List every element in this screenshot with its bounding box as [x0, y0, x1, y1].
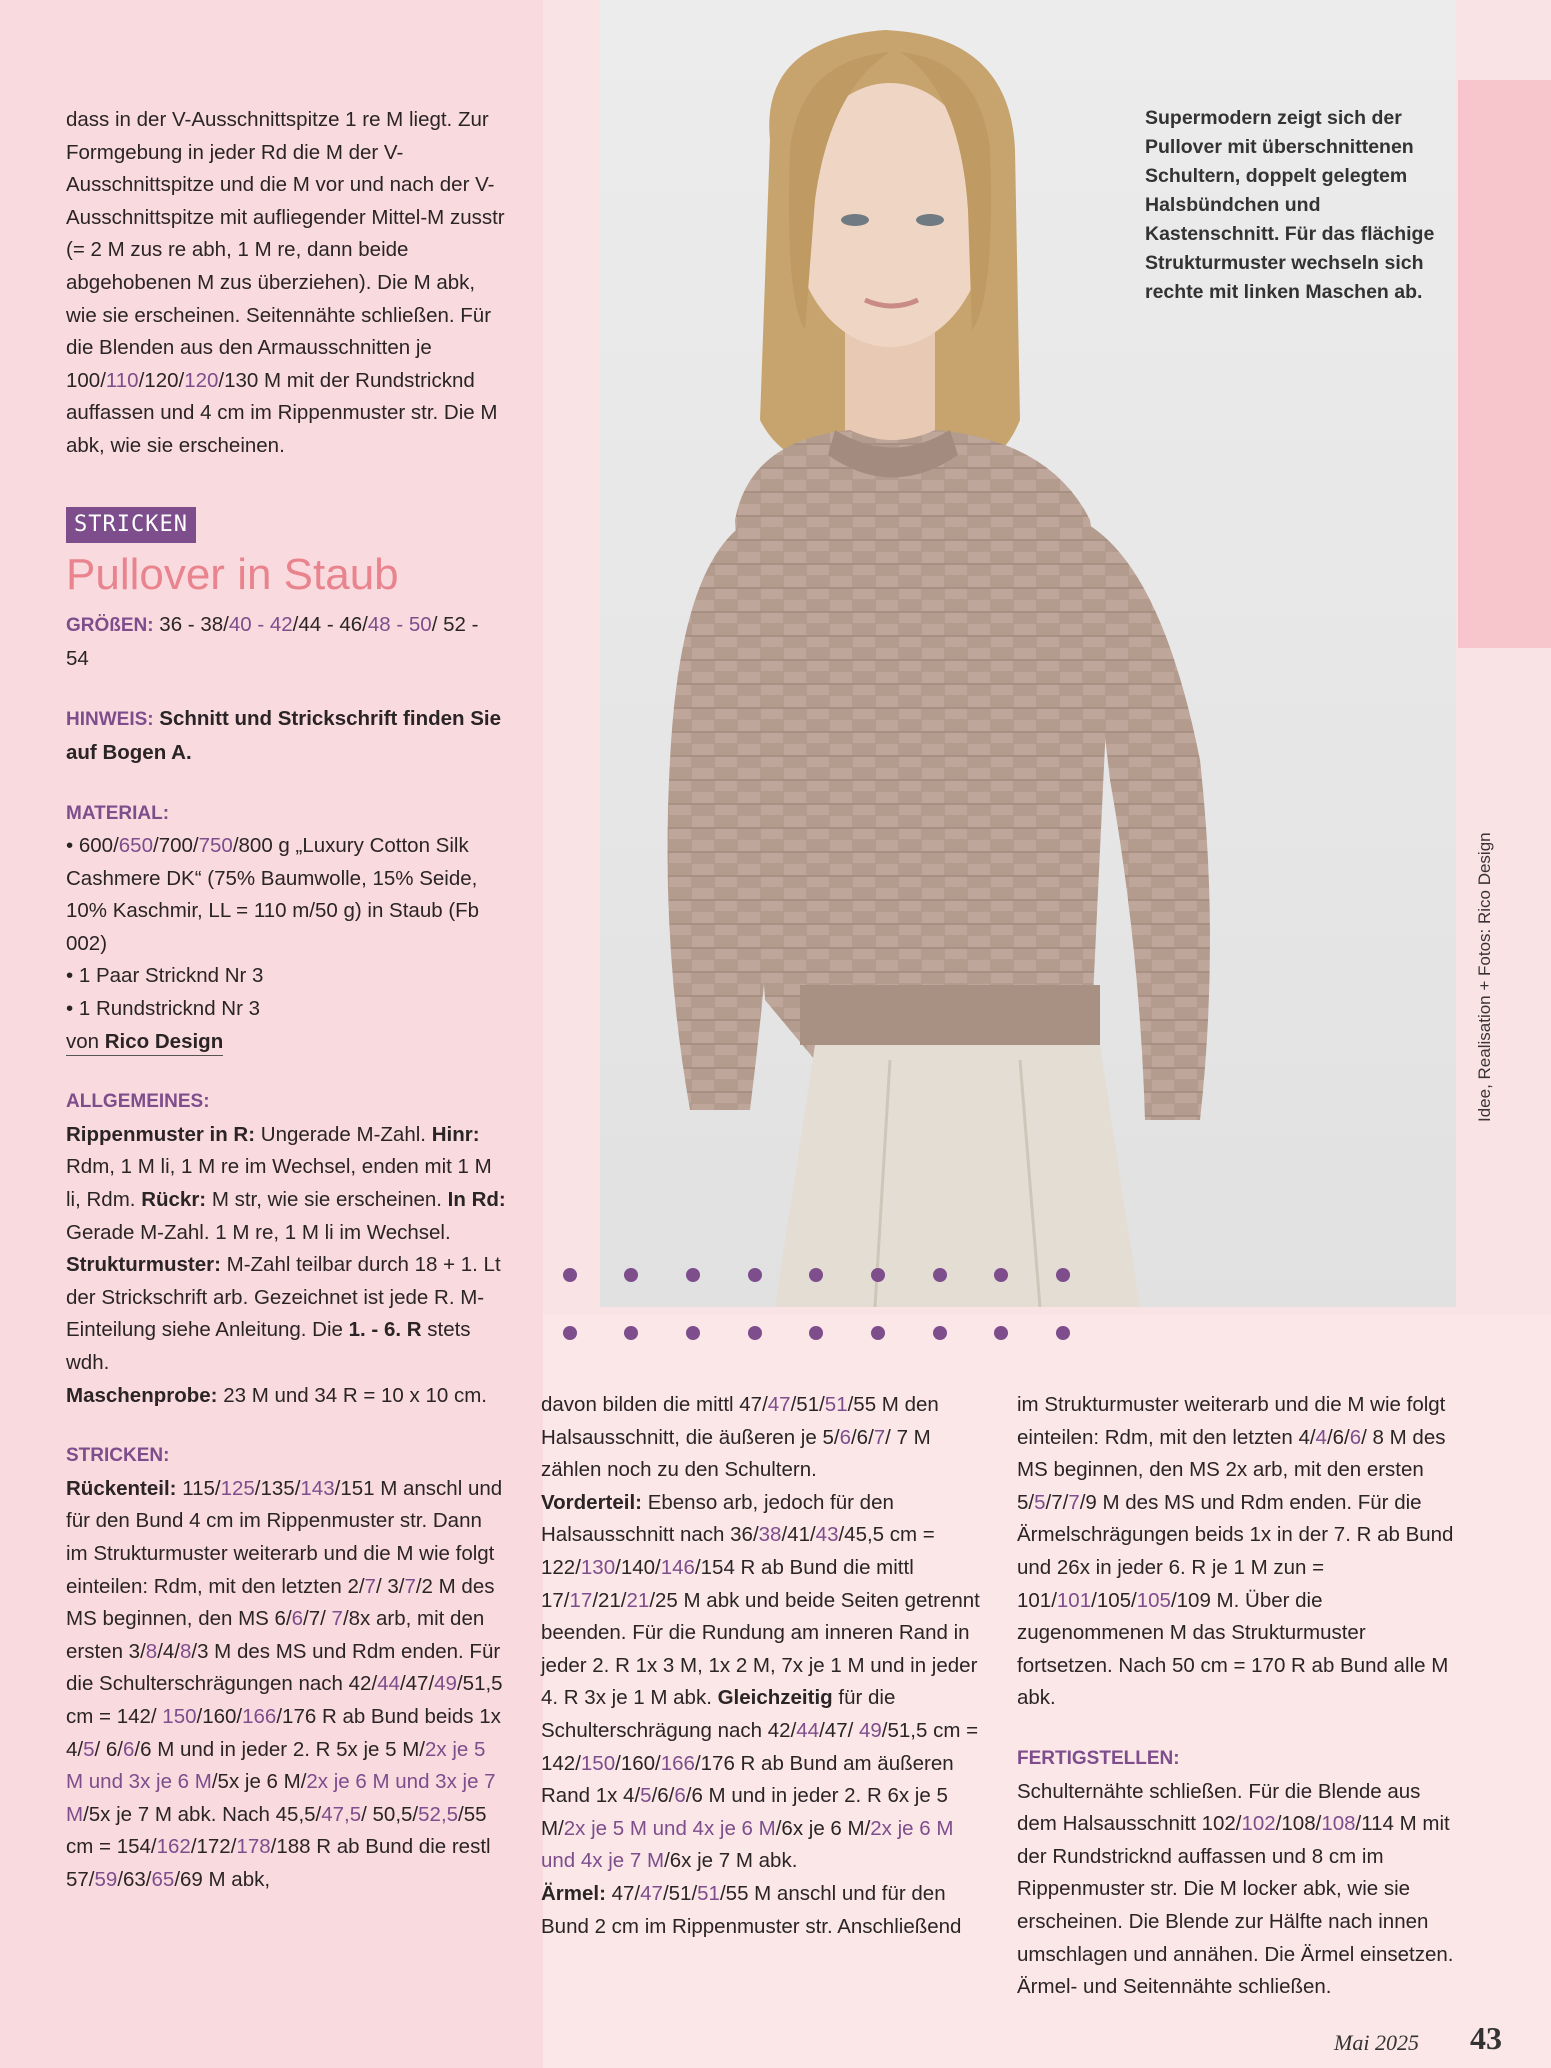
- t: /9 M des MS und Rdm enden. Für die Ärmelschrägungen beids 1x in der 7. R ab Bund und 26x in jeder 6. R je 1 M zun = 101/: [1017, 1490, 1454, 1612]
- gauge: [66, 1380, 506, 1413]
- t: /55 cm = 154/: [66, 1802, 487, 1859]
- t: / 6/: [94, 1737, 124, 1761]
- size-value: 7: [873, 1425, 886, 1449]
- size-value: 146: [660, 1555, 695, 1579]
- dot: [748, 1268, 762, 1282]
- term: In Rd:: [447, 1188, 506, 1212]
- t: / 50,5/: [361, 1802, 419, 1826]
- size-value: 5: [1034, 1490, 1046, 1514]
- t: /6/: [1326, 1425, 1350, 1449]
- term-text: 23 M und 34 R = 10 x 10 cm.: [217, 1383, 487, 1407]
- size-value: 2x je 6 M und 4x je 7 M: [541, 1816, 954, 1873]
- term: Vorderteil:: [541, 1490, 642, 1514]
- size-value: 150: [162, 1704, 197, 1728]
- size-value: 6: [674, 1784, 686, 1808]
- t: /6x je 6 M/: [775, 1816, 871, 1840]
- term-text: M str, wie sie erscheinen.: [206, 1188, 448, 1212]
- size-value: 7: [331, 1607, 343, 1631]
- size-value: 8: [145, 1639, 158, 1663]
- note: [66, 703, 506, 769]
- dot: [994, 1268, 1008, 1282]
- t: /51/: [662, 1881, 698, 1905]
- sizes: [66, 609, 506, 675]
- term-text: Rdm, 1 M li, 1 M re im Wechsel, enden mit 1 M li, Rdm.: [66, 1155, 492, 1212]
- size-value: 102: [1241, 1812, 1276, 1836]
- size-value: 36 - 38/: [153, 613, 229, 637]
- dot: [686, 1326, 700, 1340]
- finishing-label: FERTIGSTELLEN:: [1017, 1747, 1180, 1769]
- t: /2 M des MS beginnen, den MS 6/: [66, 1574, 495, 1631]
- t: /51,5 cm = 142/: [66, 1672, 503, 1728]
- term: Strukturmuster:: [66, 1253, 221, 1277]
- size-value: 51: [697, 1881, 720, 1905]
- dot: [748, 1326, 762, 1340]
- term: Rückenteil:: [66, 1476, 177, 1500]
- t: für die Schulterschrägung nach 42/: [541, 1686, 896, 1742]
- size-value: 166: [242, 1704, 277, 1728]
- t: 115/: [176, 1476, 221, 1500]
- sizes-label: GRÖßEN:: [66, 615, 154, 637]
- sleeve-continued: [1017, 1389, 1462, 1715]
- dot: [994, 1326, 1008, 1340]
- dot: [1056, 1268, 1070, 1282]
- size-value: /44 - 46/: [292, 613, 368, 637]
- left-column: [66, 104, 506, 1897]
- t: /176 R ab Bund am äußeren Rand 1x 4/: [541, 1751, 954, 1808]
- term: Rückr:: [141, 1188, 207, 1212]
- size-sep: /120/: [138, 368, 185, 392]
- neck-info: [541, 1389, 981, 1487]
- size-value: 17: [569, 1588, 593, 1612]
- page-number: 43: [1470, 2020, 1502, 2056]
- size-value: 150: [580, 1751, 616, 1775]
- material-text: /800 g „Luxury Cotton Silk Cashmere DK“ (75% Baumwolle, 15% Seide, 10% Kaschmir, LL = 110 m/50 g) in Staub (Fb 002): [66, 834, 480, 955]
- t: /47/: [399, 1672, 435, 1696]
- intro-tail: /130 M mit der Rundstricknd auffassen und 4 cm im Rippenmuster str. Die M abk, wie sie erscheinen.: [66, 368, 498, 457]
- brand-name: Rico Design: [104, 1029, 224, 1053]
- size-value: 6: [291, 1607, 304, 1631]
- finishing-text: [1017, 1776, 1462, 2004]
- size-value: 7: [404, 1574, 416, 1598]
- t: /6x je 7 M abk.: [664, 1849, 798, 1873]
- t: /105/: [1091, 1588, 1137, 1612]
- dot: [563, 1326, 577, 1340]
- term-text: Gerade M-Zahl. 1 M re, 1 M li im Wechsel.: [66, 1220, 451, 1244]
- t: /55 M anschl und für den Bund 2 cm im Rippenmuster str. Anschließend: [541, 1881, 962, 1938]
- t: /109 M. Über die zugenommenen M das Strukturmuster fortsetzen. Nach 50 cm = 170 R ab Bund alle M abk.: [1017, 1588, 1449, 1710]
- dot: [624, 1326, 638, 1340]
- size-value: 65: [151, 1867, 175, 1891]
- t: /7/: [1045, 1490, 1069, 1514]
- t: /6/: [651, 1784, 675, 1808]
- size-value: 105: [1136, 1588, 1171, 1612]
- back-piece: [66, 1473, 506, 1897]
- rib-pattern: [66, 1119, 506, 1249]
- material-label: MATERIAL:: [66, 802, 170, 824]
- t: davon bilden die mittl 47/: [541, 1393, 768, 1416]
- term: Gleichzeitig: [717, 1686, 833, 1710]
- middle-column: [541, 1389, 981, 1943]
- intro-paragraph: [66, 104, 506, 463]
- front-piece: [541, 1487, 981, 1878]
- size-value: 49: [434, 1672, 457, 1696]
- t: /151 M anschl und für den Bund 4 cm im Rippenmuster str. Dann im Strukturmuster weiterarb und die M wie folgt einteilen: Rdm, mit den letzten 2/: [66, 1476, 503, 1598]
- t: /63/: [117, 1867, 152, 1891]
- t: /135/: [254, 1476, 301, 1500]
- size-value: 2x je 5 M und 3x je 6 M: [66, 1737, 486, 1794]
- t: im Strukturmuster weiterarb und die M wie folgt einteilen: Rdm, mit den letzten 4/: [1017, 1393, 1446, 1449]
- material-brand: [66, 1026, 506, 1059]
- size-value: 101: [1056, 1588, 1092, 1612]
- material-circular: • 1 Rundstricknd Nr 3: [66, 997, 261, 1021]
- t: /47/: [819, 1718, 859, 1742]
- term-text: M-Zahl teilbar durch 18 + 1. Lt der Strickschrift arb. Gezeichnet ist jede R. M-Einteilung siehe Anleitung. Die: [66, 1253, 501, 1342]
- size-value: 4: [1315, 1425, 1327, 1449]
- material-needles: • 1 Paar Stricknd Nr 3: [66, 964, 264, 988]
- t: /114 M mit der Rundstricknd auffassen und 8 cm im Rippenmuster str. Die M locker abk, wie sie erscheinen. Die Blende zur Hälfte nach innen umschlagen und annähen. Die Ärmel einsetzen. Ärmel- und Seitennähte schließen.: [1017, 1812, 1454, 1999]
- size-value: 650: [118, 834, 153, 858]
- size-value: 51: [824, 1393, 848, 1416]
- t: Ebenso arb, jedoch für den Halsausschnitt nach 36/: [541, 1490, 894, 1547]
- dot: [871, 1268, 885, 1282]
- size-value: 178: [236, 1835, 271, 1859]
- issue-date: Mai 2025: [1334, 2030, 1419, 2055]
- t: /176 R ab Bund beids 1x 4/: [66, 1704, 501, 1761]
- t: /4/: [157, 1639, 180, 1663]
- size-value: 125: [220, 1476, 255, 1500]
- general-label: ALLGEMEINES:: [66, 1091, 210, 1113]
- size-value: 108: [1321, 1812, 1356, 1836]
- size-value: 44: [796, 1718, 820, 1742]
- photo-caption: Supermodern zeigt sich der Pullover mit überschnittenen Schultern, doppelt gelegtem Halsbündchen und Kastenschnitt. Für das flächige Strukturmuster wechseln sich rechte mit linken Maschen ab.: [1145, 107, 1435, 303]
- t: /160/: [196, 1704, 243, 1728]
- size-value: 6: [839, 1425, 851, 1449]
- t: /3 M des MS und Rdm enden. Für die Schulterschrägungen nach 42/: [66, 1639, 501, 1696]
- size-value: 49: [858, 1718, 882, 1742]
- material-text: /700/: [153, 834, 199, 858]
- size-value: 52,5: [418, 1802, 459, 1826]
- size-value: 59: [94, 1867, 118, 1891]
- term: Hinr:: [431, 1122, 480, 1146]
- size-value: / 52 - 54: [66, 613, 479, 670]
- t: /160/: [615, 1751, 661, 1775]
- size-value: 120: [184, 368, 219, 392]
- t: /6 M und in jeder 2. R 6x je 5 M/: [541, 1784, 948, 1840]
- t: /21/: [592, 1588, 627, 1612]
- term: Maschenprobe:: [66, 1383, 218, 1407]
- size-value: 130: [580, 1555, 616, 1579]
- t: /6 M und in jeder 2. R 5x je 5 M/: [134, 1737, 425, 1761]
- note-text: Schnitt und Strickschrift finden Sie auf Bogen A.: [66, 707, 502, 764]
- size-value: 5: [83, 1737, 95, 1761]
- note-label: HINWEIS:: [66, 709, 154, 731]
- size-value: 48 - 50: [367, 613, 432, 637]
- intro-text: dass in der V-Ausschnittspitze 1 re M liegt. Zur Formgebung in jeder Rd die M der V-Ausschnittspitze und die M vor und nach der V-Ausschnittspitze mit aufliegender Mittel-M zusstr (= 2 M zus re abh, 1 M re, dann beide abgehobenen M zus überziehen). Die M abk, wie sie erscheinen. Seitennähte schließen. Für die Blenden aus den Armausschnitten je 100/: [66, 108, 505, 392]
- t: /7/: [303, 1607, 332, 1631]
- size-value: 40 - 42: [228, 613, 293, 637]
- brand-prefix: von: [66, 1029, 105, 1053]
- size-value: 7: [1068, 1490, 1080, 1514]
- dot: [1056, 1326, 1070, 1340]
- dot: [809, 1326, 823, 1340]
- size-value: 47: [767, 1393, 791, 1416]
- size-value: 21: [626, 1588, 650, 1612]
- photo-credit: Idee, Realisation + Fotos: Rico Design: [1475, 832, 1494, 1122]
- material-text: • 600/: [66, 834, 119, 858]
- t: /41/: [781, 1523, 816, 1547]
- t: /8x arb, mit den ersten 3/: [66, 1607, 485, 1663]
- t: /154 R ab Bund die mittl 17/: [541, 1555, 914, 1612]
- t: /51,5 cm = 142/: [541, 1718, 979, 1775]
- term-text: stets wdh.: [66, 1318, 471, 1374]
- size-value: 7: [364, 1574, 376, 1598]
- material-yarn: [66, 830, 506, 960]
- t: /6/: [850, 1425, 874, 1449]
- dot: [933, 1326, 947, 1340]
- t: / 8 M des MS beginnen, den MS 2x arb, mit den ersten 5/: [1017, 1425, 1446, 1514]
- t: 47/: [605, 1881, 641, 1905]
- size-value: 162: [156, 1835, 191, 1859]
- t: /25 M abk und beide Seiten getrennt beenden. Für die Rundung am inneren Rand in jeder 2. R 1x 3 M, 1x 2 M, 7x je 1 M und in jeder 4. R 3x je 1 M abk.: [541, 1588, 980, 1710]
- size-value: 166: [660, 1751, 695, 1775]
- t: / 7 M zählen noch zu den Schultern.: [541, 1425, 931, 1482]
- size-value: 6: [1349, 1425, 1362, 1449]
- side-color-tab: [1458, 80, 1551, 648]
- texture-pattern: [66, 1249, 506, 1379]
- sleeve-piece: [541, 1878, 981, 1943]
- term-text: Ungerade M-Zahl.: [255, 1122, 432, 1146]
- dot: [809, 1268, 823, 1282]
- t: /69 M abk,: [174, 1867, 271, 1891]
- size-value: 38: [758, 1523, 782, 1547]
- dot: [563, 1268, 577, 1282]
- page-title: Pullover in Staub: [66, 550, 399, 600]
- size-value: 5: [640, 1784, 652, 1808]
- dot: [871, 1326, 885, 1340]
- size-value: 2x je 5 M und 4x je 6 M: [563, 1816, 776, 1840]
- dot: [686, 1268, 700, 1282]
- size-value: 6: [123, 1737, 135, 1761]
- size-value: 44: [377, 1672, 400, 1696]
- t: /188 R ab Bund die restl 57/: [66, 1835, 491, 1891]
- term: 1. - 6. R: [348, 1318, 422, 1342]
- dot: [624, 1268, 638, 1282]
- t: Schulternähte schließen. Für die Blende aus dem Halsausschnitt 102/: [1017, 1779, 1421, 1836]
- knitting-label: STRICKEN:: [66, 1445, 170, 1467]
- dot: [933, 1268, 947, 1282]
- t: /5x je 7 M abk. Nach 45,5/: [83, 1802, 322, 1826]
- size-value: 143: [300, 1476, 335, 1500]
- term: Rippenmuster in R:: [66, 1122, 256, 1146]
- category-tag: STRICKEN: [66, 507, 196, 544]
- t: /5x je 6 M/: [211, 1770, 307, 1794]
- size-value: 2x je 6 M und 3x je 7 M: [66, 1770, 496, 1826]
- size-value: 43: [815, 1523, 839, 1547]
- size-value: 8: [179, 1639, 192, 1663]
- size-value: 47: [640, 1881, 663, 1905]
- t: /55 M den Halsausschnitt, die äußeren je 5/: [541, 1393, 939, 1449]
- t: /108/: [1275, 1812, 1322, 1836]
- right-column: [1017, 1389, 1462, 2004]
- size-value: 110: [105, 368, 139, 392]
- t: /172/: [190, 1835, 237, 1859]
- term: Ärmel:: [541, 1881, 606, 1905]
- t: /51/: [790, 1393, 825, 1416]
- size-value: 47,5: [321, 1802, 362, 1826]
- size-value: 750: [198, 834, 233, 858]
- t: / 3/: [375, 1574, 405, 1598]
- t: /140/: [615, 1555, 661, 1579]
- t: /45,5 cm = 122/: [541, 1523, 935, 1579]
